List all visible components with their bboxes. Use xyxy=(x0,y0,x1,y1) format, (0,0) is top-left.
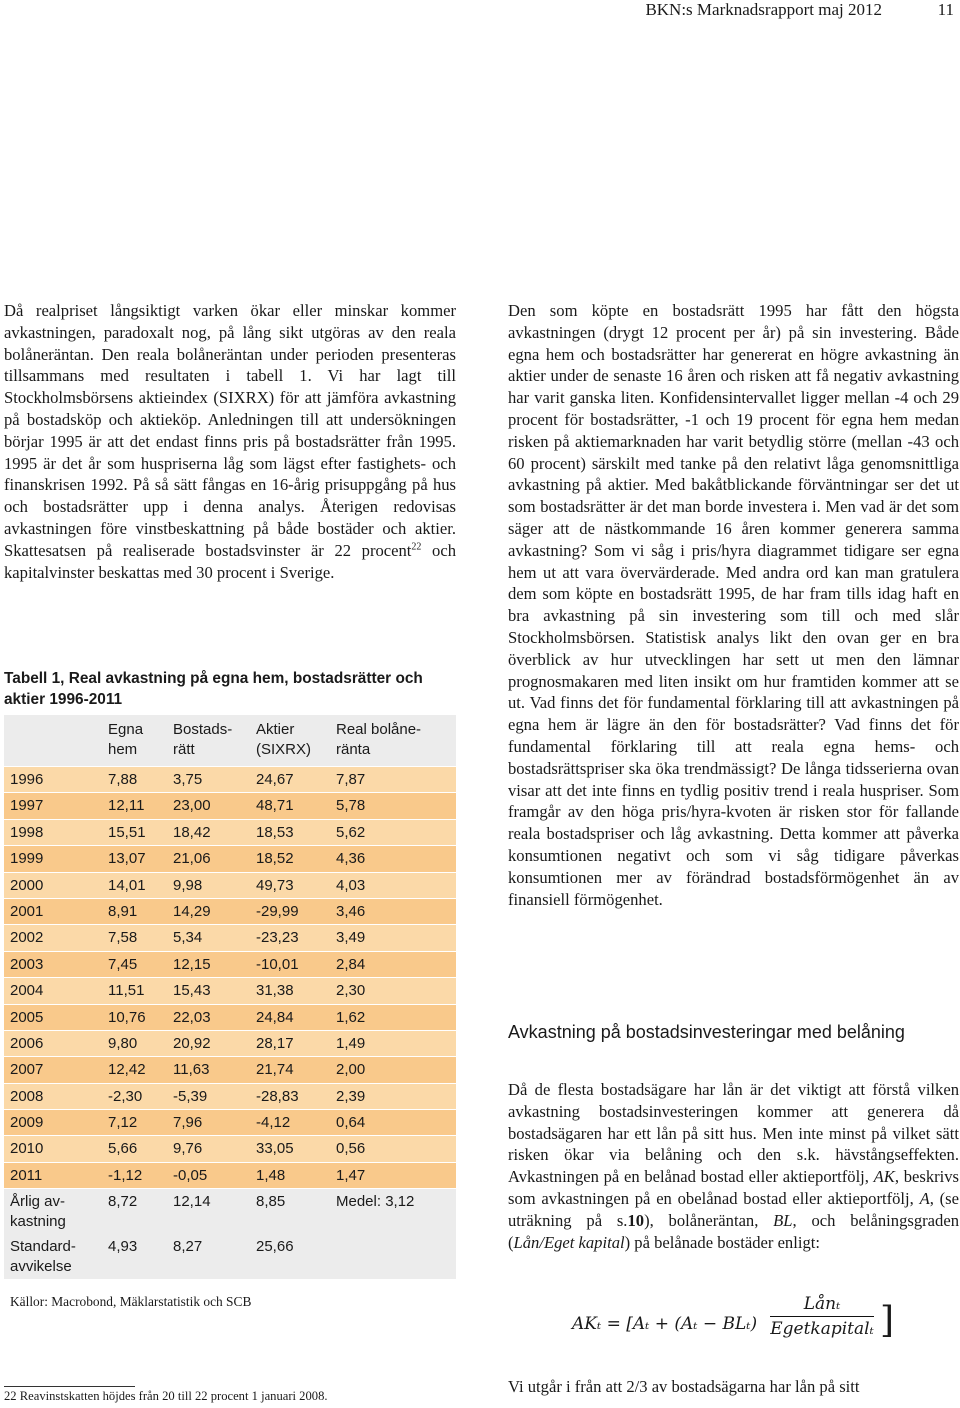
value-cell: 11,63 xyxy=(173,1061,210,1079)
value-cell: 3,46 xyxy=(336,902,366,920)
table-row xyxy=(4,978,456,1004)
table-row xyxy=(4,1163,456,1189)
year-cell: 2001 xyxy=(10,902,44,920)
year-cell: 2008 xyxy=(10,1087,44,1105)
year-cell: 2000 xyxy=(10,876,44,894)
year-cell: 1999 xyxy=(10,850,44,868)
value-cell: -28,83 xyxy=(256,1087,299,1105)
value-cell: 4,03 xyxy=(336,876,366,894)
table-row xyxy=(4,899,456,925)
section-paragraph: Då de flesta bostadsägare har lån är det viktigt att förstå vilken avkastning bostadsinvesteringen kommer att generera då bostadsägaren har ett lån på sitt hus. Men inte minst på vilket sätt risken ökar via belåning och den s.k. hävstångseffekten. Avkastningen på en belånad bostad eller aktieportfölj, AK, beskrivs som avkastningen på en obelånad bostad eller aktieportfölj, A, (se uträkning på s.10), bolåneräntan, BL, och belåningsgraden (Lån/Eget kapital) på belånade bostäder enligt: xyxy=(508,1080,960,1252)
year-cell: 2007 xyxy=(10,1061,44,1079)
table-row xyxy=(4,793,456,819)
table-header-row xyxy=(4,715,456,767)
page-header xyxy=(0,0,960,24)
year-cell: 2005 xyxy=(10,1008,44,1026)
value-cell: 1,62 xyxy=(336,1008,366,1026)
page-ref-link[interactable]: 10 xyxy=(627,1210,645,1230)
value-cell: 5,34 xyxy=(173,929,203,947)
value-cell: 23,00 xyxy=(173,797,211,815)
value-cell: 1,49 xyxy=(336,1034,366,1052)
footnote: 22 Reavinstskatten höjdes från 20 till 22 procent 1 januari 2008. xyxy=(4,1389,328,1403)
left-column-text xyxy=(4,300,456,583)
table-body xyxy=(4,767,456,1189)
returns-table xyxy=(4,715,456,1279)
table-row xyxy=(4,1084,456,1110)
value-cell: 14,29 xyxy=(173,902,211,920)
value-cell: 24,67 xyxy=(256,771,294,788)
value-cell: 21,74 xyxy=(256,1061,294,1079)
value-cell: -23,23 xyxy=(256,929,299,947)
col-header-real-bolaneranta: Real bolåne- ränta xyxy=(336,721,422,758)
formula-denominator: Egetkapitalₜ xyxy=(770,1319,874,1339)
value-cell: 12,11 xyxy=(108,797,145,815)
table-row xyxy=(4,925,456,951)
value-cell: 48,71 xyxy=(256,797,294,815)
right-paragraph: Den som köpte en bostadsrätt 1995 har fått den högsta avkastningen (drygt 12 procent per år) på sin investering. Både egna hem och bostadsrätter har genererat en högre avkastning än aktier under de senaste 16 åren och risken att få negativ avkastning har varit ganska liten. Konfidensintervallet ligger mellan -4 och 29 procent för bostadsrätter, -1 och 19 procent för egna hem medan risken på aktiemarknaden har varit betydlig större (mellan -43 och 60 procent) särskilt med tanke på den relativt låga genomsnittliga avkastning på aktier. Med bakåtblickande förväntningar ser det ut som bostadsrätter är det man borde investera i. Men vad är det som säger att de nästkommande 16 åren kommer generera samma avkastning? Som vi såg i pris/hyra diagrammet tidigare ser egna hem ut att vara övervärderade. Med andra ord kan man gratulera dem som köpte en bostadsrätt 1995, de har fram tills idag haft en bra avkastning på sin investering som till och med slår Stockholmsbörsen. Statistisk analys likt den ovan ger en bra överblick av hur utvecklingen har sett ut men den lämnar prognosmakaren med liten insikt om hur framtiden kommer att se ut. Vad finns det för fundamental förklaring till att avkastningen på egna hem är lägre än den för bostadsrätter? Vad finns det för fundamental förklaring till att reala egna hems- och bostadsrättspriser ska öka trendmässigt? De långa tidsserierna ovan visar att det inte finns en tydlig positiv trend i reala huspriser. Som framgår av den höga pris/hyra-kvoten är risken stor för fallande reala bostadspriser och låg avkastning. Detta kommer att påverka konsumtionen negativt och som vi såg tidigare påverkas konsumtionen mer av förändrad bostadsförmögenhet än av finansiell förmögenhet. xyxy=(508,301,959,909)
year-cell: 2002 xyxy=(10,929,44,947)
table-row xyxy=(4,1136,456,1162)
value-cell: 21,06 xyxy=(173,850,211,868)
value-cell: 2,84 xyxy=(336,955,366,973)
year-cell: 2003 xyxy=(10,955,44,973)
col-header-egna-hem: Egna hem xyxy=(108,721,144,758)
table-summary xyxy=(4,1189,456,1279)
value-cell: -0,05 xyxy=(173,1166,208,1184)
table-row xyxy=(4,820,456,846)
value-cell: 2,30 xyxy=(336,982,366,1000)
table-sources: Källor: Macrobond, Mäklarstatistik och SCB xyxy=(10,1294,252,1309)
table-row xyxy=(4,1005,456,1031)
value-cell: -4,12 xyxy=(256,1114,291,1132)
formula-fraction xyxy=(770,1294,874,1339)
continuation-text: Vi utgår i från att 2/3 av bostadsägarna har lån på sitt xyxy=(508,1377,860,1396)
value-cell: 18,53 xyxy=(256,823,294,841)
value-cell: 49,73 xyxy=(256,876,294,894)
table-row xyxy=(4,1110,456,1136)
value-cell: 12,15 xyxy=(173,955,211,973)
value-cell: 7,12 xyxy=(108,1114,138,1132)
value-cell: -29,99 xyxy=(256,902,299,920)
value-cell: 5,78 xyxy=(336,797,366,815)
value-cell: 24,84 xyxy=(256,1008,294,1026)
value-cell: 1,48 xyxy=(256,1166,286,1184)
table-row xyxy=(4,1031,456,1057)
year-cell: 1996 xyxy=(10,771,44,788)
value-cell: -10,01 xyxy=(256,955,299,973)
col-header-aktier: Aktier (SIXRX) xyxy=(256,721,312,758)
value-cell: 9,76 xyxy=(173,1140,203,1158)
value-cell: 20,92 xyxy=(173,1034,211,1052)
footnote-ref: 22 xyxy=(411,541,422,553)
value-cell: 14,01 xyxy=(108,876,146,894)
value-cell: 2,00 xyxy=(336,1061,366,1079)
std-dev-row: Standard- avvikelse 4,93 8,27 25,66 xyxy=(10,1238,294,1276)
value-cell: 7,87 xyxy=(336,771,366,788)
table-row xyxy=(4,873,456,899)
value-cell: 0,64 xyxy=(336,1114,366,1132)
value-cell: 18,42 xyxy=(173,823,211,841)
year-cell: 2004 xyxy=(10,982,44,1000)
value-cell: 4,36 xyxy=(336,850,366,868)
value-cell: 3,75 xyxy=(173,771,203,788)
left-paragraph: Då realpriset långsiktigt varken ökar eller minskar kommer avkastningen, paradoxalt nog, på lång sikt utgöras av den reala bolåneräntan. Den reala bolåneräntan under perioden presenteras tillsammans med resultaten i tabell 1. Vi har lagt till Stockholmsbörsens aktieindex (SIXRX) för att jämföra avkastning på bostadsköp och aktieköp. Anledningen till att undersökningen börjar 1995 är att det endast finns pris på bostadsrätter från 1995. 1995 är det år som huspriserna låg som lägst efter fastighets- och finanskrisen 1992. På så sätt fångas en 16-årig prisuppgång på hus och bostadsrätter upp i denna analys. Återigen redovisas avkastningen före vinstbeskattning på både bostäder och aktier. Skattesatsen på realiserade bostadsvinster är 22 procent$^{22}$ och kapitalvinster beskattas med 30 procent i Sverige. xyxy=(4,301,456,582)
value-cell: 9,80 xyxy=(108,1034,138,1052)
col-header-bostadsratt: Bostads- rätt xyxy=(173,721,233,758)
year-cell: 2006 xyxy=(10,1034,44,1052)
value-cell: 15,51 xyxy=(108,823,146,841)
value-cell: 18,52 xyxy=(256,850,294,868)
value-cell: -1,12 xyxy=(108,1166,143,1184)
year-cell: 1998 xyxy=(10,823,44,841)
table-caption: Tabell 1, Real avkastning på egna hem, bostadsrätter och aktier 1996-2011 xyxy=(4,670,423,708)
formula-numerator: Lånₜ xyxy=(770,1294,874,1317)
value-cell: 7,96 xyxy=(173,1114,203,1132)
table-row xyxy=(4,767,456,793)
value-cell: 5,62 xyxy=(336,823,366,841)
page-number: 11 xyxy=(937,0,954,19)
value-cell: 12,42 xyxy=(108,1061,146,1079)
value-cell: 10,76 xyxy=(108,1008,146,1026)
value-cell: 15,43 xyxy=(173,982,211,1000)
section-heading: Avkastning på bostadsinvesteringar med belåning xyxy=(508,1022,905,1042)
value-cell: 11,51 xyxy=(108,982,145,1000)
value-cell: 1,47 xyxy=(336,1166,366,1184)
value-cell: -2,30 xyxy=(108,1087,143,1105)
value-cell: 8,91 xyxy=(108,902,138,920)
footnote-divider xyxy=(4,1386,135,1387)
table-row xyxy=(4,846,456,872)
value-cell: 9,98 xyxy=(173,876,203,894)
value-cell: 13,07 xyxy=(108,850,146,868)
value-cell: 7,58 xyxy=(108,929,138,947)
table-row xyxy=(4,952,456,978)
value-cell: 22,03 xyxy=(173,1008,211,1026)
value-cell: 3,49 xyxy=(336,929,366,947)
year-cell: 1997 xyxy=(10,797,44,815)
annual-return-row: Årlig av- kastning 8,72 12,14 8,85 Medel: 3,12 xyxy=(10,1193,415,1231)
year-cell: 2009 xyxy=(10,1114,44,1132)
table-row xyxy=(4,1057,456,1083)
value-cell: 7,88 xyxy=(108,771,138,788)
value-cell: 2,39 xyxy=(336,1087,366,1105)
value-cell: 28,17 xyxy=(256,1034,294,1052)
value-cell: 31,38 xyxy=(256,982,294,1000)
formula-close-bracket: ] xyxy=(880,1300,895,1341)
value-cell: -5,39 xyxy=(173,1087,208,1105)
report-title: BKN:s Marknadsrapport maj 2012 xyxy=(645,0,882,19)
year-cell: 2010 xyxy=(10,1140,44,1158)
value-cell: 33,05 xyxy=(256,1140,294,1158)
right-column-text xyxy=(508,300,959,910)
value-cell: 5,66 xyxy=(108,1140,138,1158)
value-cell: 0,56 xyxy=(336,1140,366,1158)
formula-lhs: AKₜ = [Aₜ + (Aₜ − BLₜ) xyxy=(572,1314,758,1334)
year-cell: 2011 xyxy=(10,1166,43,1184)
value-cell: 7,45 xyxy=(108,955,138,973)
